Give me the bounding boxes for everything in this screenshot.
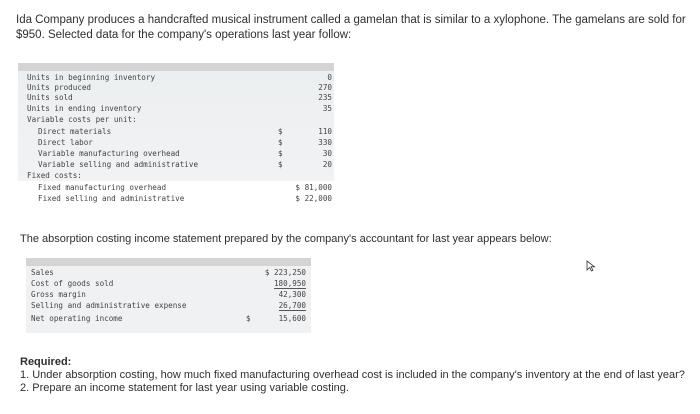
- table-row: Fixed costs:: [27, 171, 82, 180]
- question-2: 2. Prepare an income statement for last year using variable costing.: [20, 382, 349, 394]
- table-row: Units produced 270: [27, 83, 332, 92]
- table-row: Cost of goods sold 180,950: [31, 279, 306, 288]
- data-table: [18, 63, 334, 213]
- table-row: Units in ending inventory 35: [27, 104, 332, 113]
- table-row: Direct materials $ 110: [38, 127, 332, 136]
- required-section: [20, 356, 692, 395]
- table-row: Units in beginning inventory 0: [27, 73, 332, 82]
- table-header-bar: [26, 258, 311, 266]
- table-row: Units sold 235: [27, 93, 332, 102]
- table-row: Variable costs per unit:: [27, 115, 137, 124]
- table-row: Fixed selling and administrative $ 22,000: [38, 194, 332, 203]
- statement-intro: The absorption costing income statement prepared by the company's accountant for last year appears below:: [20, 233, 552, 245]
- required-heading: Required:: [20, 356, 72, 368]
- question-1: 1. Under absorption costing, how much fixed manufacturing overhead cost is included in the company's inventory at the end of last year?: [20, 369, 685, 381]
- table-header-bar: [18, 63, 334, 71]
- table-row: Net operating income $ 15,600: [31, 314, 306, 323]
- problem-intro: Ida Company produces a handcrafted musical instrument called a gamelan that is similar to a xylophone. The gamelans are sold for $950. Selected data for the company's operations last year follow:: [16, 14, 686, 41]
- table-row: Sales $ 223,250: [31, 268, 306, 277]
- table-row: Variable manufacturing overhead $ 30: [38, 149, 332, 158]
- table-row: Direct labor $ 330: [38, 138, 332, 147]
- mouse-cursor-icon: [586, 260, 596, 272]
- table-row: Variable selling and administrative $ 20: [38, 160, 332, 169]
- table-row: Selling and administrative expense 26,700: [31, 301, 306, 310]
- table-row: Fixed manufacturing overhead $ 81,000: [38, 183, 332, 192]
- table-row: Gross margin 42,300: [31, 290, 306, 299]
- income-statement-table: [26, 258, 311, 333]
